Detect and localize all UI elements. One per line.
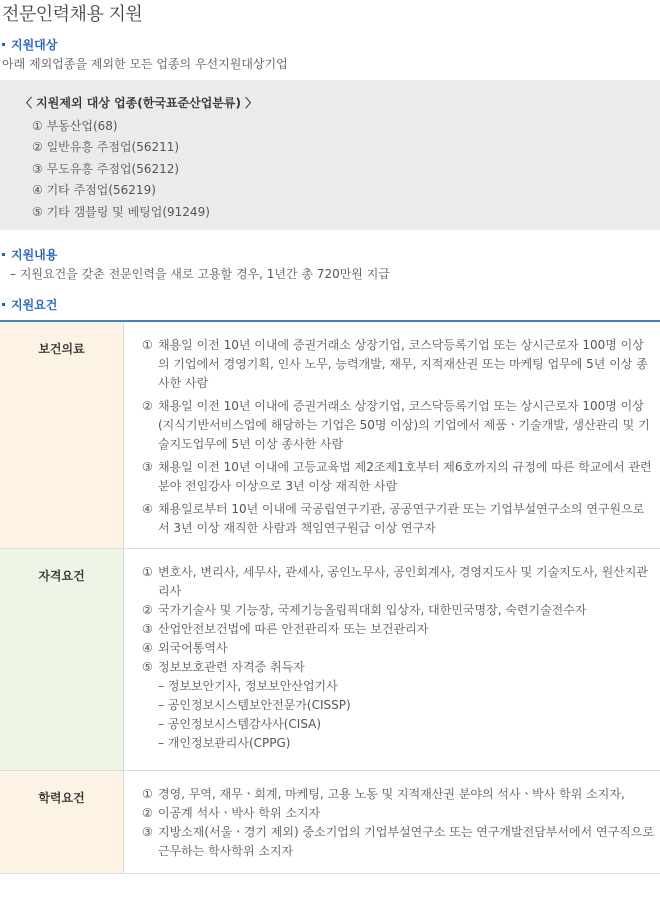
requirements-table	[0, 320, 660, 874]
bullet-icon	[2, 253, 5, 256]
list-item: ④ 채용일로부터 10년 이내에 국공립연구기관, 공공연구기관 또는 기업부설연구소의 연구원으로서 3년 이상 재직한 사람과 책임연구원급 이상 연구자	[142, 502, 645, 535]
excluded-industry-item: ① 부동산업(68)	[32, 119, 118, 133]
target-description: 아래 제외업종을 제외한 모든 업종의 우선지원대상기업	[2, 57, 288, 71]
section-heading-requirements	[2, 296, 57, 313]
excluded-industry-item: ③ 무도유흥 주점업(56212)	[32, 162, 180, 176]
table-row	[0, 549, 660, 771]
excluded-industry-item: ④ 기타 주점업(56219)	[32, 183, 156, 197]
section-heading-label: 지원요건	[11, 298, 58, 312]
excluded-industries-box	[0, 80, 660, 230]
table-row	[0, 322, 660, 549]
excluded-industry-item: ② 일반유흥 주점업(56211)	[32, 140, 180, 154]
section-heading-label: 지원내용	[11, 248, 58, 262]
section-heading-target	[2, 36, 57, 53]
excluded-industry-item: ⑤ 기타 갬블링 및 베팅업(91249)	[32, 205, 210, 219]
list-subitem: – 공인정보시스템보안전문가(CISSP)	[158, 698, 351, 712]
list-item: ③ 채용일 이전 10년 이내에 고등교육법 제2조제1호부터 제6호까지의 규정에 따른 학교에서 관련분야 전임강사 이상으로 3년 이상 재직한 사람	[142, 460, 652, 493]
list-item: ⑤ 정보보호관련 자격증 취득자	[142, 660, 305, 674]
bullet-icon	[2, 303, 5, 306]
row-label-qualification: 자격요건	[0, 549, 124, 770]
list-subitem: – 공인정보시스템감사사(CISA)	[158, 717, 322, 731]
section-heading-content	[2, 246, 57, 263]
list-item: ② 채용일 이전 10년 이내에 증권거래소 상장기업, 코스닥등록기업 또는 상시근로자 100명 이상(지식기반서비스업에 해당하는 기업은 50명 이상)의 기업에서 제품ㆍ기술개발, 생산관리 및 기술지도업무에 5년 이상 종사한 사람	[142, 399, 650, 451]
section-heading-label: 지원대상	[11, 38, 58, 52]
list-item: ① 경영, 무역, 재무ㆍ회계, 마케팅, 고용 노동 및 지적재산권 분야의 석사ㆍ박사 학위 소지자,	[142, 787, 625, 801]
bullet-icon	[2, 43, 5, 46]
list-item: ② 국가기술사 및 기능장, 국제기능올림픽대회 입상자, 대한민국명장, 숙련기술전수자	[142, 603, 587, 617]
row-body	[124, 322, 660, 548]
list-item: ④ 외국어통역사	[142, 641, 228, 655]
list-subitem: – 정보보안기사, 정보보안산업기사	[158, 679, 338, 693]
table-row	[0, 771, 660, 874]
list-item: ① 채용일 이전 10년 이내에 증권거래소 상장기업, 코스닥등록기업 또는 상시근로자 100명 이상의 기업에서 경영기획, 인사 노무, 능력개발, 재무, 지적재산권 또는 마케팅 업무에 5년 이상 종사한 사람	[142, 338, 648, 390]
list-subitem: – 개인정보관리사(CPPG)	[158, 736, 291, 750]
row-body	[124, 549, 660, 770]
excluded-industries-title: 〈 지원제외 대상 업종(한국표준산업분류) 〉	[20, 96, 258, 110]
content-description: – 지원요건을 갖춘 전문인력을 새로 고용할 경우, 1년간 총 720만원 지급	[10, 267, 390, 281]
list-item: ② 이공계 석사ㆍ박사 학위 소지자	[142, 806, 321, 820]
list-item: ③ 지방소재(서울ㆍ경기 제외) 중소기업의 기업부설연구소 또는 연구개발전담부서에서 연구직으로 근무하는 학사학위 소지자	[142, 825, 654, 858]
row-label-medical: 보건의료	[0, 322, 124, 548]
list-item: ③ 산업안전보건법에 따른 안전관리자 또는 보건관리자	[142, 622, 429, 636]
row-body	[124, 771, 660, 873]
page-title: 전문인력채용 지원	[2, 4, 143, 25]
row-label-education: 학력요건	[0, 771, 124, 873]
list-item: ① 변호사, 변리사, 세무사, 관세사, 공인노무사, 공인회계사, 경영지도사 및 기술지도사, 원산지관리사	[142, 565, 648, 598]
